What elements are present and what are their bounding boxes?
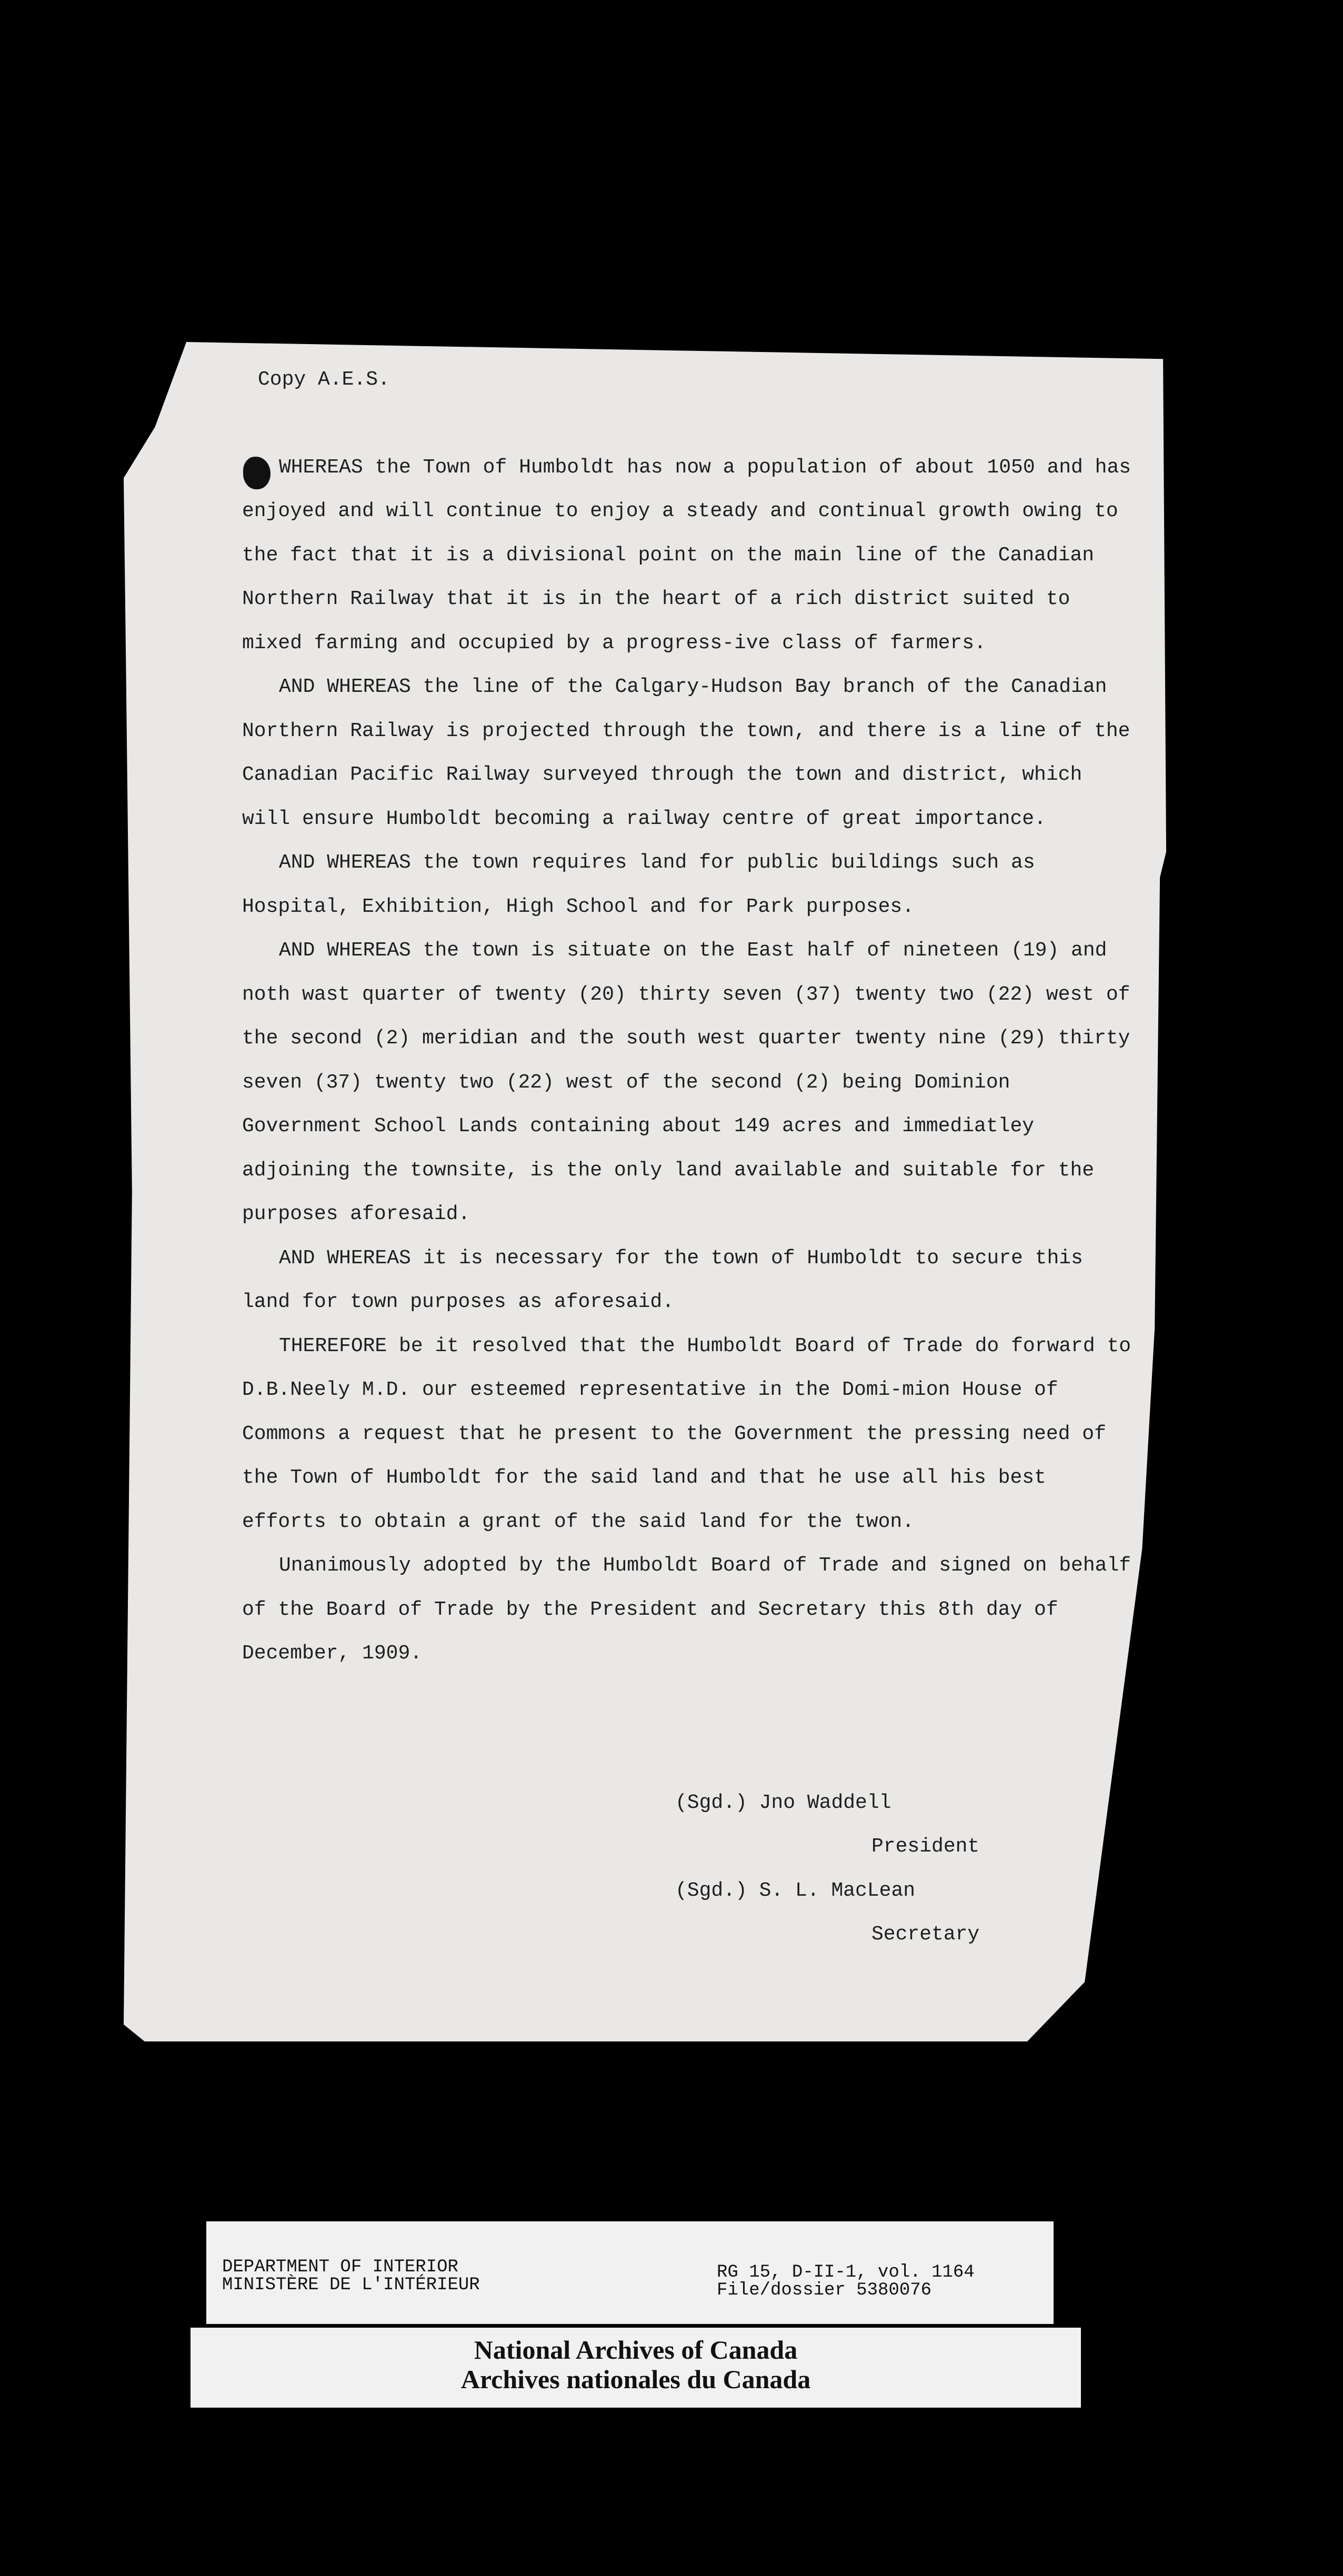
signature-president-name: (Sgd.) Jno Waddell — [675, 1792, 891, 1814]
signature-president-title: President — [871, 1835, 980, 1858]
department-en: DEPARTMENT OF INTERIOR — [222, 2257, 458, 2277]
archive-reference-label — [206, 2221, 1054, 2324]
archives-credit-label — [191, 2328, 1081, 2408]
copy-note: Copy A.E.S. — [258, 368, 390, 391]
paragraph-location: AND WHEREAS the town is situate on the East half of nineteen (19) and noth wast quarter of twenty (20) thirty seven (37) twenty two (22) west of the second (2) meridian and the south west quarter twenty nine (29) thirty seven (37) twenty two (22) west of the second (2) being Dominion Government School Lands containing about 149 acres and immediatley adjoining the townsite, is the only land available and suitable for the purposes aforesaid. — [242, 939, 1130, 1225]
document-body — [242, 358, 1137, 1676]
record-group: RG 15, D-II-1, vol. 1164 — [717, 2262, 975, 2282]
department-fr: MINISTÈRE DE L'INTÉRIEUR — [222, 2275, 480, 2295]
paragraph-land-need: AND WHEREAS the town requires land for public buildings such as Hospital, Exhibition, High School and for Park purposes. — [242, 851, 1035, 918]
signature-secretary-title: Secretary — [871, 1923, 980, 1946]
department-names — [222, 2258, 480, 2294]
paragraph-secure-land: AND WHEREAS it is necessary for the town of Humboldt to secure this land for town purposes as aforesaid. — [242, 1246, 1083, 1313]
signature-secretary-name: (Sgd.) S. L. MacLean — [675, 1879, 916, 1902]
paragraph-adoption: Unanimously adopted by the Humboldt Board of Trade and signed on behalf of the Board of Trade by the President and Secretary this 8th day of December, 1909. — [242, 1554, 1131, 1665]
paragraph-resolution: THEREFORE be it resolved that the Humboldt Board of Trade do forward to D.B.Neely M.D. our esteemed representative in the Domi-mion House of Commons a request that he present to the Government the pressing need of the Town of Humboldt for the said land and that he use all his best efforts to obtain a grant of the said land for the twon. — [242, 1334, 1131, 1533]
file-reference — [717, 2263, 975, 2299]
archives-name-fr: Archives nationales du Canada — [460, 2364, 811, 2394]
paragraph-railway: AND WHEREAS the line of the Calgary-Hudson Bay branch of the Canadian Northern Railway is projected through the town, and there is a line of the Canadian Pacific Railway surveyed through the town and district, which will ensure Humboldt becoming a railway centre of great importance. — [242, 676, 1130, 830]
paragraph-population: WHEREAS the Town of Humboldt has now a population of about 1050 and has enjoyed and will continue to enjoy a steady and continual growth owing to the fact that it is a divisional point on the main line of the Canadian Northern Railway that it is in the heart of a rich district suited to mixed farming and occupied by a progress-ive class of farmers. — [242, 456, 1131, 655]
file-number: File/dossier 5380076 — [717, 2280, 932, 2300]
archives-name-en: National Archives of Canada — [474, 2335, 798, 2364]
